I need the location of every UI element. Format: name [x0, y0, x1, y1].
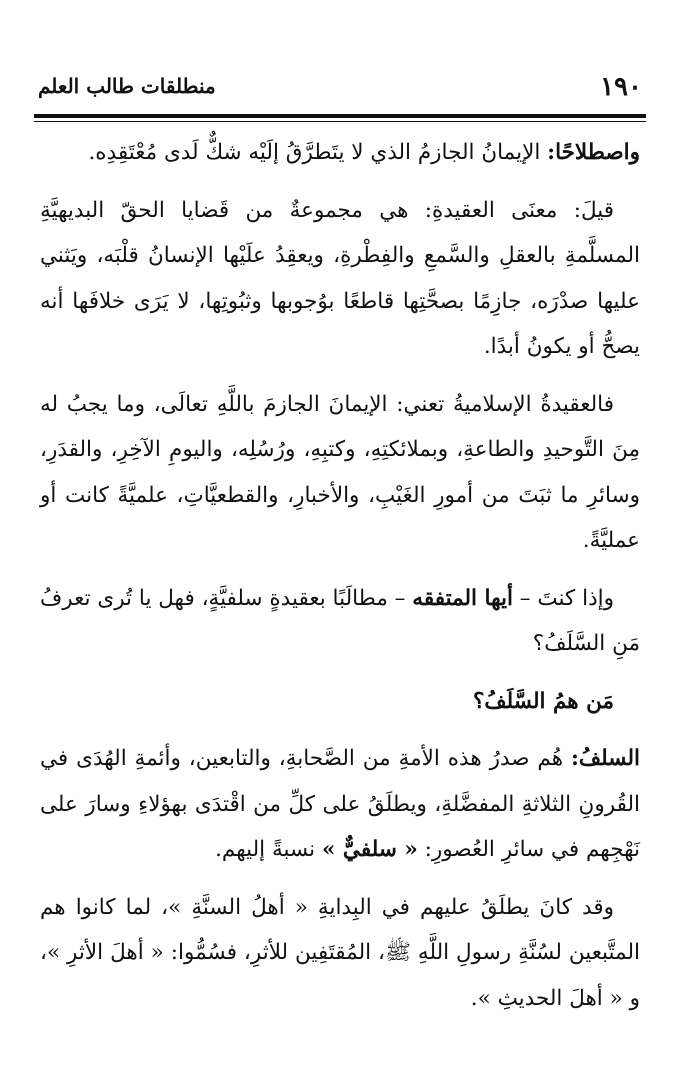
- quoted-salafi: « سلفيٌّ »: [322, 837, 418, 862]
- paragraph-definition: [40, 130, 640, 176]
- paragraph-islamic-aqeeda: فالعقيدةُ الإسلاميةُ تعني: الإيمانَ الجازمَ باللَّهِ تعالَى، وما يجبُ له مِنَ التَّوحيدِ والطاعةِ، وبملائكتِهِ، وكتبِهِ، ورُسُلِه، واليومِ الآخِرِ، والقدَرِ، وسائرِ ما ثبَتَ من أمورِ الغَيْبِ، والأخبارِ، والقطعيَّاتِ، علميَّةً كانت أو عمليَّةً.: [40, 391, 640, 553]
- paragraph-question-text-b: – مطالَبًا بعقيدةٍ سلفيَّةٍ، فهل يا تُرى تعرفُ مَنِ السَّلَفُ؟: [40, 585, 640, 656]
- paragraph-aqeeda-meaning: قيلَ: معنَى العقيدةِ: هي مجموعةٌ من قَضايا الحقّ البديهيَّةِ المسلَّمةِ بالعقلِ والسَّمعِ والفِطْرةِ، ويعقِدُ علَيْها الإنسانُ قلْبَه، ويَثني عليها صدْرَه، جازِمًا بصحَّتِها قاطعًا بوُجوبها وثبُوتِها، لا يَرَى خلافَها أنه يصحُّ أو يكونُ أبدًا.: [40, 197, 640, 359]
- term-istilahan: واصطلاحًا:: [547, 140, 640, 165]
- page-header: [38, 70, 642, 110]
- header-rule-thin: [34, 121, 646, 122]
- section-heading: مَن همُ السَّلَفُ؟: [473, 688, 614, 714]
- paragraph-salaf-text-b: نسبةً إليهم.: [215, 837, 322, 862]
- highlight-mutafaqqih: أيها المتفقه: [412, 585, 513, 611]
- running-title: منطلقات طالب العلم: [38, 74, 216, 98]
- paragraph-definition-text: الإيمانُ الجازمُ الذي لا يتَطرَّقُ إلَيْه شكٌّ لَدى مُعْتَقِدِه.: [88, 140, 548, 165]
- header-rule-thick: [34, 114, 646, 118]
- page-body: [40, 130, 640, 1033]
- paragraph-salaf-text-a: هُم صدرُ هذه الأمةِ من الصَّحابةِ، والتابعين، وأئمةِ الهُدَى في القُرونِ الثلاثةِ المفضَّلةِ، ويطلَقُ على كلِّ من اقْتدَى بهؤلاءِ وسارَ على نَهْجِهم في سائرِ العُصورِ:: [40, 746, 640, 862]
- term-salaf: السلفُ:: [570, 746, 640, 771]
- page-number: ١٩٠: [600, 72, 642, 102]
- paragraph-question: [40, 576, 640, 667]
- paragraph-question-text-a: وإذا كنتَ –: [512, 585, 615, 611]
- paragraph-ahl-sunnah: وقد كانَ يطلَقُ عليهم في البِدايةِ « أهلُ السنَّةِ »، لما كانوا هم المتَّبعين لسُنَّةِ رسولِ اللَّهِ ﷺ، المُقتَفِين للأثرِ، فسُمُّوا: « أهلَ الأثرِ »، و « أهلَ الحديثِ ».: [40, 894, 640, 1011]
- paragraph-salaf-definition: [40, 736, 640, 873]
